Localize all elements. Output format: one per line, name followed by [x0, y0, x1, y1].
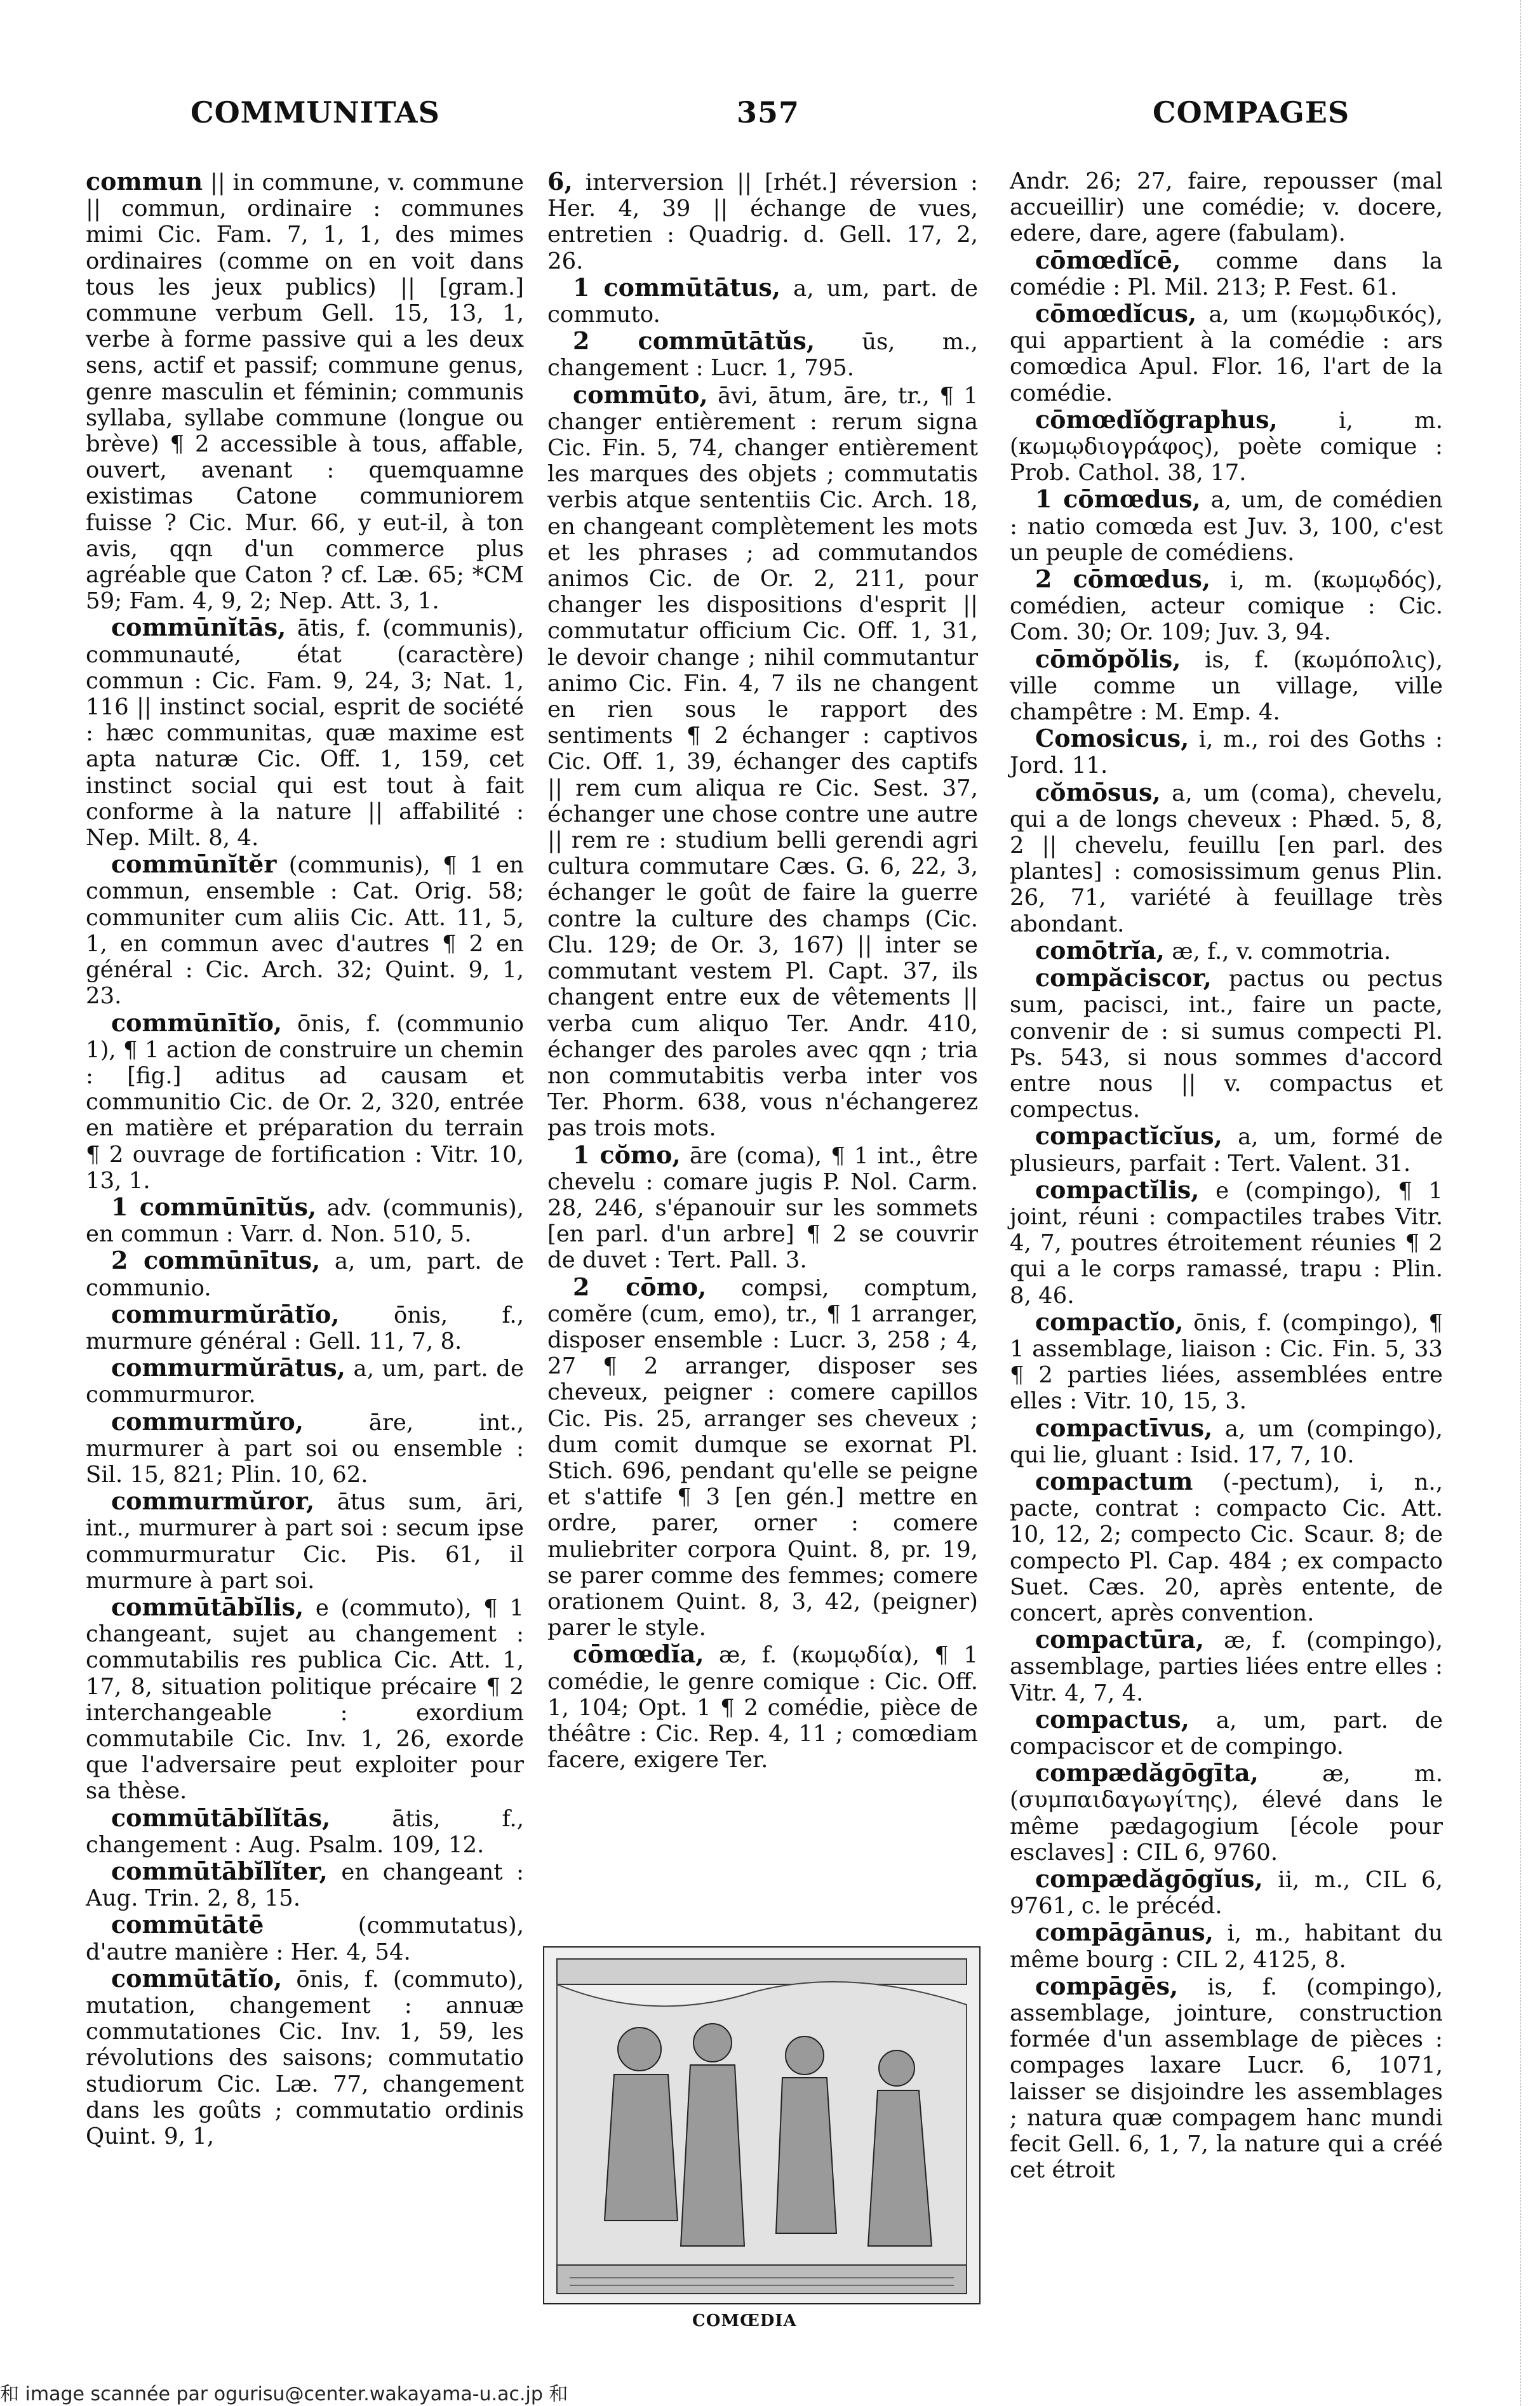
comoedia-illustration	[543, 1946, 981, 2304]
dictionary-entry	[86, 1194, 524, 1247]
entry-headword: compactūra,	[1035, 1625, 1205, 1654]
entry-definition: e (compingo), ¶ 1 joint, réuni : compactiles trabes Vitr. 4, 7, poutres étroitement réunies ¶ 2 qui a le corps ramassé, trapu : Plin. 8, 46.	[1010, 1177, 1443, 1309]
running-head-left: COMMUNITAS	[191, 95, 440, 130]
entry-headword: commūtātē	[111, 1910, 264, 1939]
entry-headword: comōtrĭa,	[1035, 935, 1165, 965]
entry-definition: æ, m. (συμπαιδαγωγίτης), élevé dans le même pædagogium [école pour esclaves] : CIL 6, 9760.	[1010, 1761, 1443, 1866]
entry-headword: cōmœdĭcē,	[1035, 245, 1181, 274]
entry-definition: ātis, f., changement : Aug. Psalm. 109, 12.	[86, 1805, 524, 1858]
entry-headword: commurmŭror,	[111, 1487, 315, 1516]
dictionary-entry	[86, 1911, 524, 1965]
column-2	[547, 168, 978, 1773]
entry-headword: commūnĭtĕr	[111, 850, 277, 879]
entry-headword: commurmŭrātus,	[111, 1353, 345, 1382]
page-number: 357	[737, 95, 800, 130]
entry-definition: ōnis, f. (commuto), mutation, changement : annuæ commutationes Cic. Inv. 1, 59, les révolutions des saisons; commutatio studiorum Cic. Læ. 77, changement dans les goûts ; commutatio ordinis Quint. 9, 1,	[86, 1966, 524, 2150]
entry-headword: commūtābĭlĭtās,	[111, 1803, 331, 1832]
dictionary-entry	[1010, 1626, 1443, 1706]
entry-headword: cōmœdĭcus,	[1035, 299, 1197, 328]
entry-definition: ii, m., CIL 6, 9761, c. le précéd.	[1010, 1867, 1443, 1920]
dictionary-entry	[1010, 406, 1443, 486]
entry-definition: (-pectum), i, n., pacte, contrat : compacto Cic. Att. 10, 12, 2; compecto Cic. Scaur. 8; de compecto Pl. Cap. 484 ; ex compacto Suet. Cæs. 20, après entente, de concert, après convention.	[1010, 1469, 1443, 1626]
entry-headword: compāgēs,	[1035, 1971, 1179, 2000]
theatre-relief-image	[544, 1948, 979, 2303]
entry-definition: is, f. (compingo), assemblage, jointure, construction formée d'un assemblage de pièces : compages laxare Lucr. 6, 1071, laisser se disjoindre les assemblages ; natura quæ compagem hanc mundi fecit Gell. 6, 1, 7, la nature qui a créé cet étroit	[1010, 1974, 1443, 2184]
running-head-right: COMPAGES	[1153, 95, 1350, 130]
entry-headword: compactus,	[1035, 1704, 1189, 1734]
dictionary-entry	[1010, 1123, 1443, 1176]
dictionary-entry	[86, 1408, 524, 1488]
dictionary-entry	[547, 168, 978, 274]
dictionary-entry	[1010, 1866, 1443, 1919]
entry-definition: i, m. (κωμῳδιογράφος), poète comique : Prob. Cathol. 38, 17.	[1010, 407, 1443, 486]
entry-definition: a, um, part. de compaciscor et de compingo.	[1010, 1707, 1443, 1760]
dictionary-entry	[1010, 1415, 1443, 1468]
entry-headword: commurmŭrātĭo,	[111, 1299, 340, 1328]
dictionary-entry	[1010, 646, 1443, 726]
entry-headword: compactĭo,	[1035, 1307, 1184, 1336]
entry-definition: a, um, part. de commurmuror.	[86, 1356, 524, 1408]
entry-definition: adv. (communis), en commun : Varr. d. Non. 510, 5.	[86, 1194, 524, 1248]
dictionary-entry	[1010, 486, 1443, 566]
dictionary-entry	[86, 614, 524, 851]
dictionary-entry	[547, 328, 978, 381]
entry-definition: æ, f. (κωμῳδία), ¶ 1 comédie, le genre comique : Cic. Off. 1, 104; Opt. 1 ¶ 2 comédie, pièce de théâtre : Cic. Rep. 4, 11 ; comœdiam facere, exigere Ter.	[547, 1642, 978, 1774]
dictionary-entry	[547, 1274, 978, 1641]
entry-headword: 2 commūnītus,	[111, 1246, 321, 1275]
entry-definition: comme dans la comédie : Pl. Mil. 213; P. Fest. 61.	[1010, 248, 1443, 300]
entry-definition: en changeant : Aug. Trin. 2, 8, 15.	[86, 1859, 524, 1912]
entry-headword: 1 cōmœdus,	[1035, 485, 1201, 514]
entry-definition: a, um, part. de commuto.	[547, 275, 978, 328]
dictionary-entry	[86, 1488, 524, 1594]
dictionary-entry	[86, 168, 524, 614]
figure-caption: COMŒDIA	[692, 2311, 797, 2330]
entry-headword: 2 cōmœdus,	[1035, 565, 1211, 594]
scan-credit-footer: 和 image scannée par ogurisu@center.wakayama-u.ac.jp 和	[0, 2383, 568, 2405]
entry-definition: ōnis, f., murmure général : Gell. 11, 7, 8.	[86, 1302, 524, 1354]
entry-headword: 6,	[547, 167, 573, 196]
entry-definition: ātus sum, āri, int., murmurer à part soi : secum ipse commurmuratur Cic. Pis. 61, il murmure à part soi.	[86, 1489, 524, 1594]
entry-definition: āre, int., murmurer à part soi ou ensemble : Sil. 15, 821; Plin. 10, 62.	[86, 1409, 524, 1488]
entry-headword: commūnĭtās,	[111, 613, 286, 642]
entry-definition: i, m., roi des Goths : Jord. 11.	[1010, 726, 1443, 779]
dictionary-entry	[1010, 725, 1443, 779]
dictionary-entry	[1010, 1468, 1443, 1626]
dictionary-entry	[1010, 247, 1443, 300]
entry-definition: ātis, f. (communis), communauté, état (caractère) commun : Cic. Fam. 9, 24, 3; Nat. 1, 116 || instinct social, esprit de société : hæc communitas, quæ maxime est apta naturæ Cic. Off. 1, 159, cet instinct social qui est tout à fait conforme à la nature || affabilité : Nep. Milt. 8, 4.	[86, 615, 524, 852]
entry-headword: 1 commūnītŭs,	[111, 1192, 317, 1221]
column-3	[1010, 168, 1443, 2183]
entry-definition: (commutatus), d'autre manière : Her. 4, 54.	[86, 1913, 524, 1965]
dictionary-entry	[547, 382, 978, 1142]
entry-definition: || in commune, v. commune || commun, ordinaire : communes mimi Cic. Fam. 7, 1, 1, des mimes ordinaires (comme on en voit dans tous les jeux publics) || [gram.] commune verbum Gell. 15, 13, 1, verbe à forme passive qui a les deux sens, actif et passif; commune genus, genre masculin et féminin; communis syllaba, syllabe commune (longue ou brève) ¶ 2 accessible à tous, affable, ouvert, avenant : quemquamne existimas Catone communiorem fuisse ? Cic. Mur. 66, y eut-il, à ton avis, qqn d'un commerce plus agréable que Caton ? cf. Læ. 65; *CM 59; Fam. 4, 9, 2; Nep. Att. 3, 1.	[86, 170, 524, 615]
entry-definition: ōnis, f. (communio 1), ¶ 1 action de construire un chemin : [fig.] aditus ad causam et communitio Cic. de Or. 2, 320, entrée en matière et préparation du terrain ¶ 2 ouvrage de fortification : Vitr. 10, 13, 1.	[86, 1010, 524, 1194]
entry-definition: (communis), ¶ 1 en commun, ensemble : Cat. Orig. 58; communiter cum aliis Cic. Att. 11, 5, 1, en commun avec d'autres ¶ 2 en général : Cic. Arch. 32; Quint. 9, 1, 23.	[86, 852, 524, 1010]
entry-headword: commūto,	[573, 380, 708, 409]
column-1	[86, 168, 524, 2149]
entry-definition: pactus ou pectus sum, pacisci, int., faire un pacte, convenir de : si sumus compecti Pl. Ps. 543, si nous sommes d'accord entre nous || v. compactus et compectus.	[1010, 966, 1443, 1123]
dictionary-entry	[1010, 1973, 1443, 2184]
entry-definition: i, m., habitant du même bourg : CIL 2, 4125, 8.	[1010, 1920, 1443, 1973]
entry-headword: cōmœdĭa,	[573, 1640, 704, 1669]
entry-headword: cōmŏpŏlis,	[1035, 644, 1181, 673]
entry-headword: compactīvus,	[1035, 1413, 1213, 1442]
entry-headword: commūnītĭo,	[111, 1008, 283, 1037]
entry-headword: compāgānus,	[1035, 1918, 1214, 1947]
dictionary-entry	[86, 1247, 524, 1300]
dictionary-entry	[1010, 779, 1443, 937]
entry-headword: commun	[86, 167, 203, 196]
entry-headword: compactĭlis,	[1035, 1175, 1200, 1204]
dictionary-entry	[547, 1641, 978, 1773]
entry-headword: 2 cōmo,	[573, 1272, 707, 1301]
entry-headword: cŏmōsus,	[1035, 777, 1161, 806]
entry-headword: cōmœdĭŏgraphus,	[1035, 404, 1278, 434]
entry-headword: compædăgōgīta,	[1035, 1758, 1259, 1788]
dictionary-entry	[1010, 1919, 1443, 1972]
dictionary-entry	[547, 1142, 978, 1274]
entry-definition: a, um, de comédien : natio comœda est Juv. 3, 100, c'est un peuple de comédiens.	[1010, 487, 1443, 566]
entry-headword: 1 cŏmo,	[573, 1140, 681, 1169]
entry-definition: ōnis, f. (compingo), ¶ 1 assemblage, liaison : Cic. Fin. 5, 33 ¶ 2 parties liées, assemblées entre elles : Vitr. 10, 15, 3.	[1010, 1309, 1443, 1415]
entry-definition: a, um (κωμῳδικός), qui appartient à la comédie : ars comœdica Apul. Flor. 16, l'art de la comédie.	[1010, 302, 1443, 406]
entry-headword: commūtābĭlĭter,	[111, 1857, 328, 1885]
dictionary-entry	[1010, 168, 1443, 247]
dictionary-entry	[1010, 965, 1443, 1123]
entry-definition: a, um (coma), chevelu, qui a de longs cheveux : Phæd. 5, 8, 2 || chevelu, feuillu [en parl. des plantes] : comosissimum genus Plin. 26, 71, variété à feuillage très abondant.	[1010, 780, 1443, 937]
dictionary-entry	[547, 274, 978, 328]
entry-definition: a, um (compingo), qui lie, gluant : Isid. 17, 7, 10.	[1010, 1415, 1443, 1468]
entry-definition: æ, f., v. commotria.	[1164, 938, 1391, 965]
entry-headword: compædăgōgĭus,	[1035, 1864, 1263, 1893]
dictionary-entry	[1010, 1760, 1443, 1866]
dictionary-entry	[1010, 300, 1443, 406]
dictionary-entry	[86, 1805, 524, 1858]
entry-headword: compăciscor,	[1035, 963, 1212, 992]
dictionary-entry	[1010, 1706, 1443, 1760]
entry-definition: æ, f. (compingo), assemblage, parties liées entre elles : Vitr. 4, 7, 4.	[1010, 1627, 1443, 1706]
entry-definition: interversion || [rhét.] réversion : Her. 4, 39 || échange de vues, entretien : Quadrig. d. Gell. 17, 2, 26.	[547, 170, 978, 274]
entry-definition: āvi, ātum, āre, tr., ¶ 1 changer entièrement : rerum signa Cic. Fin. 5, 74, changer entièrement les marques des objets ; commutatis verbis atque sententiis Cic. Arch. 18, en changeant complètement les mots et les phrases ; ad commutandos animos Cic. de Or. 2, 211, pour changer les dispositions d'esprit || commutatur officium Cic. Off. 1, 31, le devoir change ; nihil commutantur animo Cic. Fin. 4, 7 ils ne changent en rien sous le rapport des sentiments ¶ 2 échanger : captivos Cic. Off. 1, 39, échanger des captifs || rem cum aliqua re Cic. Sest. 37, échanger une chose contre une autre || rem re : studium belli gerendi agri cultura commutare Cæs. G. 6, 22, 3, échanger le goût de faire la guerre contre la culture des champs (Cic. Clu. 129; de Or. 3, 167) || inter se commutant vestem Pl. Capt. 37, ils changent entre eux de vêtements || verba cum aliquo Ter. Andr. 410, échanger des paroles avec qqn ; tria non commutabitis verba inter vos Ter. Phorm. 638, vous n'échangerez pas trois mots.	[547, 382, 978, 1142]
entry-headword: Comosicus,	[1035, 724, 1189, 753]
dictionary-entry	[1010, 1309, 1443, 1415]
dictionary-entry	[86, 1301, 524, 1354]
dictionary-entry	[86, 1858, 524, 1911]
entry-definition: Andr. 26; 27, faire, repousser (mal accueillir) une comédie; v. docere, edere, dare, agere (fabulam).	[1010, 168, 1443, 247]
entry-headword: 1 commūtātus,	[573, 272, 781, 302]
dictionary-entry	[86, 851, 524, 1009]
entry-definition: a, um, formé de plusieurs, parfait : Tert. Valent. 31.	[1010, 1124, 1443, 1177]
entry-definition: e (commuto), ¶ 1 changeant, sujet au changement : commutabilis res publica Cic. Att. 1, 17, 8, situation politique précaire ¶ 2 interchangeable : exordium commutabile Cic. Inv. 1, 26, exorde que l'adversaire peut exploiter pour sa thèse.	[86, 1594, 524, 1805]
dictionary-entry	[1010, 1177, 1443, 1309]
entry-headword: compactĭcĭus,	[1035, 1121, 1222, 1151]
entry-headword: commūtābĭlis,	[111, 1592, 304, 1621]
entry-definition: is, f. (κωμόπολις), ville comme un village, ville champêtre : M. Emp. 4.	[1010, 646, 1443, 726]
entry-definition: āre (coma), ¶ 1 int., être chevelu : comare jugis P. Nol. Carm. 28, 246, s'épanouir sur les sommets [en parl. d'un arbre] ¶ 2 se couvrir de duvet : Tert. Pall. 3.	[547, 1142, 978, 1274]
dictionary-entry	[1010, 937, 1443, 965]
dictionary-entry	[86, 1965, 524, 2149]
entry-definition: compsi, comptum, comĕre (cum, emo), tr., ¶ 1 arranger, disposer ensemble : Lucr. 3, 258 ; 4, 27 ¶ 2 arranger, disposer ses cheveux, peigner : comere capillos Cic. Pis. 25, arranger ses cheveux ; dum comit dumque se exornat Pl. Stich. 696, pendant qu'elle se peigne et s'attife ¶ 3 [en gén.] mettre en ordre, parer, orner : comere muliebriter corpora Quint. 8, pr. 19, se parer comme des femmes; comere orationem Quint. 8, 3, 42, (peigner) parer le style.	[547, 1274, 978, 1641]
entry-headword: commurmŭro,	[111, 1407, 304, 1436]
dictionary-entry	[1010, 566, 1443, 646]
dictionary-entry	[86, 1594, 524, 1805]
entry-definition: a, um, part. de communio.	[86, 1248, 524, 1301]
entry-headword: 2 commūtātŭs,	[573, 326, 815, 356]
scan-edge-line	[1520, 0, 1540, 2405]
entry-headword: compactum	[1035, 1466, 1193, 1495]
dictionary-entry	[86, 1010, 524, 1194]
entry-definition: i, m. (κωμῳδός), comédien, acteur comique : Cic. Com. 30; Or. 109; Juv. 3, 94.	[1010, 567, 1443, 646]
dictionary-entry	[86, 1354, 524, 1408]
entry-definition: ūs, m., changement : Lucr. 1, 795.	[547, 329, 978, 382]
entry-headword: commūtātĭo,	[111, 1963, 283, 1993]
